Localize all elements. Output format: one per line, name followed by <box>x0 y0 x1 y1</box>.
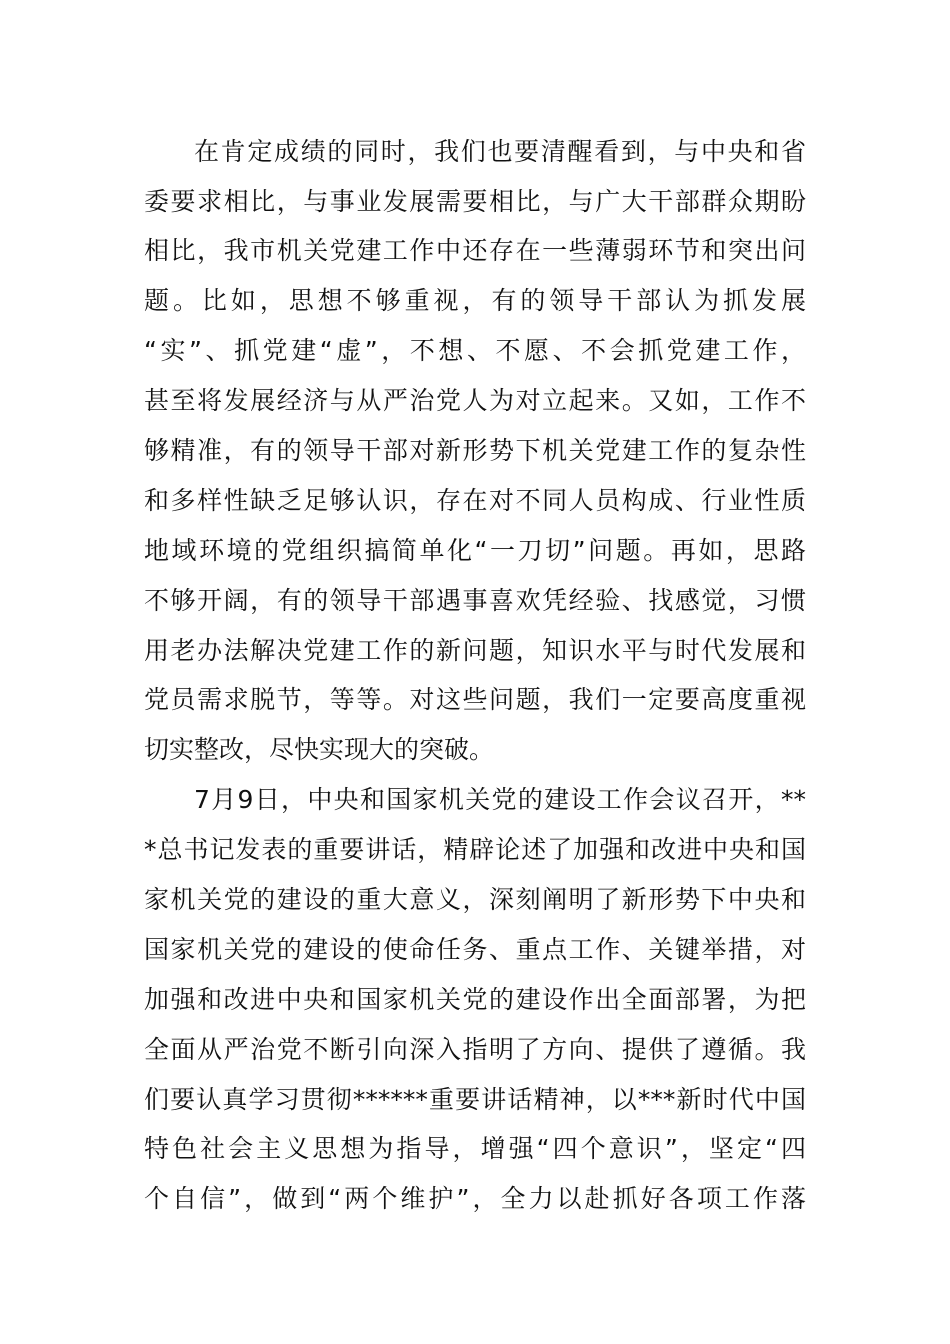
text-line: 在肯定成绩的同时，我们也要清醒看到，与中央和省 <box>194 137 806 166</box>
text-line: *总书记发表的重要讲话，精辟论述了加强和改进中央和国 <box>144 835 806 864</box>
text-line: 地域环境的党组织搞简单化“一刀切”问题。再如，思路 <box>144 536 806 565</box>
text-line: “实”、抓党建“虚”，不想、不愿、不会抓党建工作， <box>144 336 806 365</box>
text-line: 们要认真学习贯彻******重要讲话精神，以***新时代中国 <box>144 1085 806 1114</box>
text-line: 和多样性缺乏足够认识，存在对不同人员构成、行业性质 <box>144 486 806 515</box>
text-line: 相比，我市机关党建工作中还存在一些薄弱环节和突出问 <box>144 236 806 265</box>
text-line: 个自信”，做到“两个维护”，全力以赴抓好各项工作落 <box>144 1184 806 1213</box>
text-line: 用老办法解决党建工作的新问题，知识水平与时代发展和 <box>144 636 806 665</box>
text-line: 特色社会主义思想为指导，增强“四个意识”，坚定“四 <box>144 1134 806 1163</box>
text-line: 7月9日，中央和国家机关党的建设工作会议召开，** <box>194 785 806 814</box>
text-line: 题。比如，思想不够重视，有的领导干部认为抓发展 <box>144 286 806 315</box>
text-line: 全面从严治党不断引向深入指明了方向、提供了遵循。我 <box>144 1035 806 1064</box>
text-line: 加强和改进中央和国家机关党的建设作出全面部署，为把 <box>144 985 806 1014</box>
text-line: 切实整改，尽快实现大的突破。 <box>144 735 495 764</box>
text-line: 够精准，有的领导干部对新形势下机关党建工作的复杂性 <box>144 436 806 465</box>
text-line: 家机关党的建设的重大意义，深刻阐明了新形势下中央和 <box>144 885 806 914</box>
text-line: 不够开阔，有的领导干部遇事喜欢凭经验、找感觉，习惯 <box>144 586 806 615</box>
text-line: 党员需求脱节，等等。对这些问题，我们一定要高度重视 <box>144 685 806 714</box>
text-line: 委要求相比，与事业发展需要相比，与广大干部群众期盼 <box>144 187 806 216</box>
text-line: 国家机关党的建设的使命任务、重点工作、关键举措，对 <box>144 935 806 964</box>
text-line: 甚至将发展经济与从严治党人为对立起来。又如，工作不 <box>144 386 806 415</box>
